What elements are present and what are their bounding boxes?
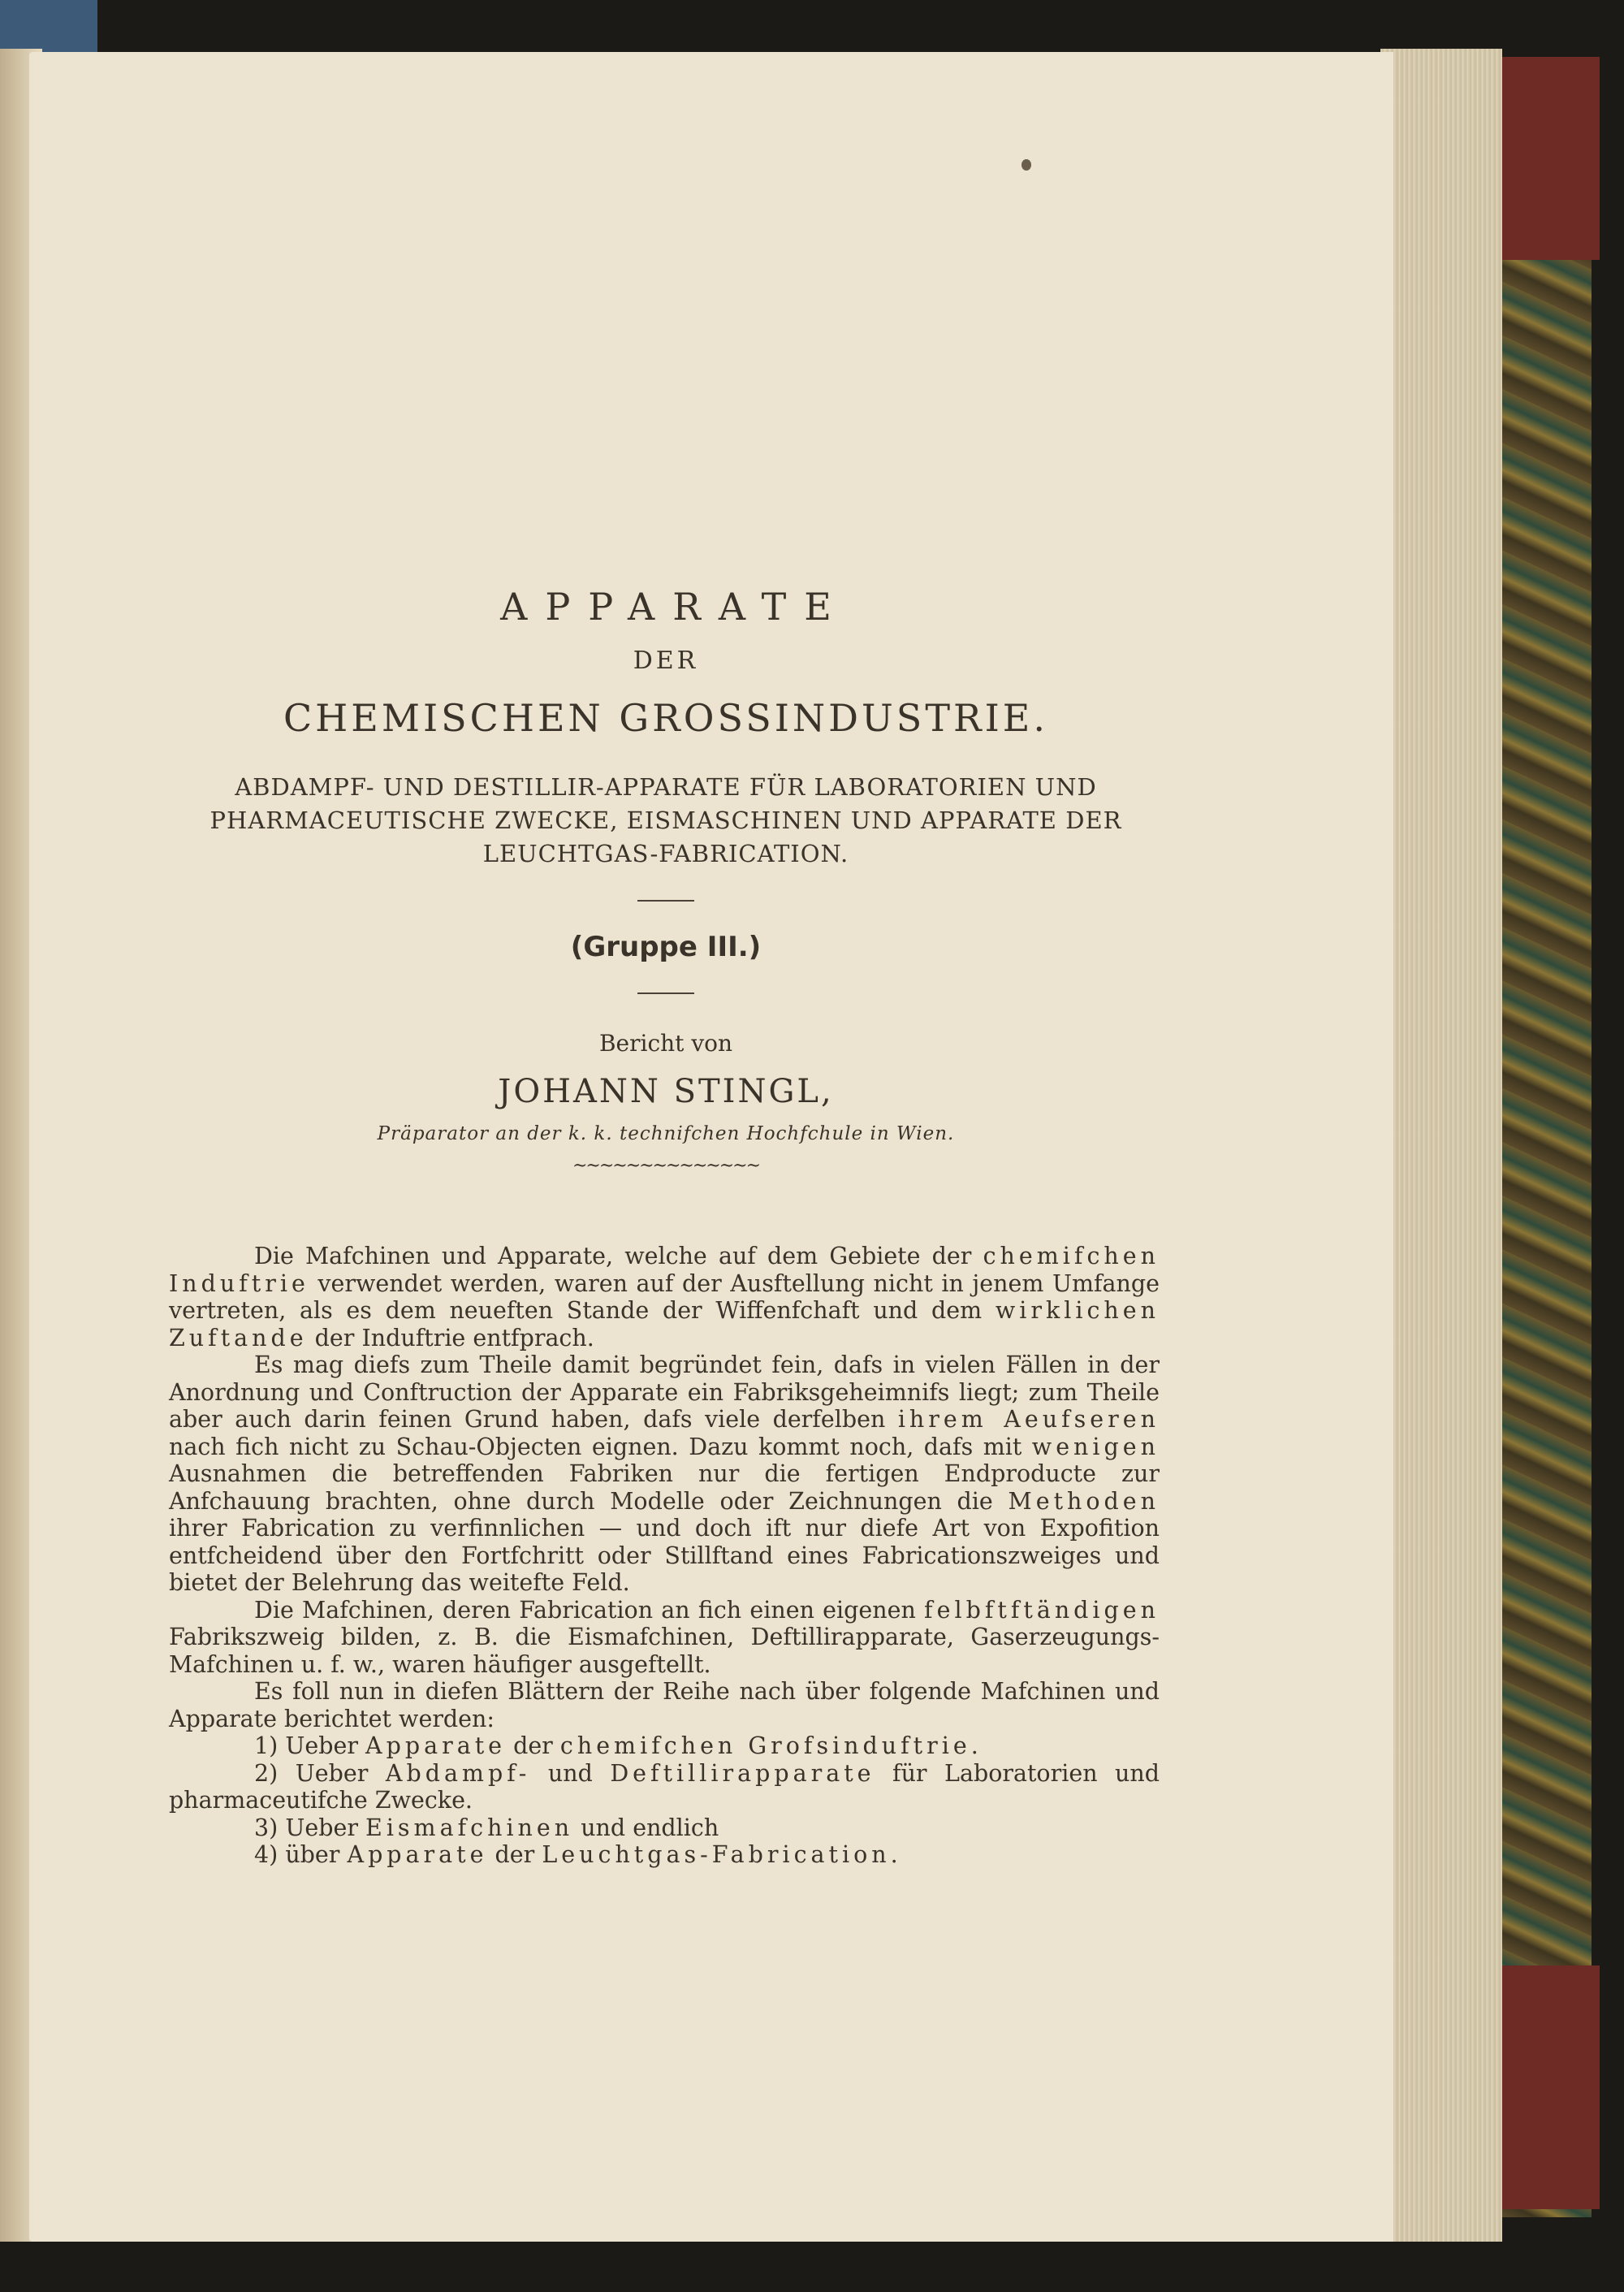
body-text <box>169 1243 1160 1869</box>
text-run: der <box>487 1841 542 1868</box>
text-run: . <box>890 1841 898 1868</box>
text-run: Es mag diefs zum Theile damit begründet fein, dafs in vielen Fällen in der Anordnung und Conftruction der Apparate ein Fabriksgeheimnifs liegt; zum Theile aber auch darin feinen Grund haben, dafs viele derfelben <box>169 1351 1160 1433</box>
spaced-text: Abdampf- <box>385 1759 531 1787</box>
text-run: für Laboratorien und pharmaceutifche Zwecke. <box>169 1759 1160 1814</box>
spaced-text: Leuchtgas-Fabrication <box>542 1841 891 1868</box>
list-item <box>169 1760 1160 1814</box>
spaced-text: ihrem Aeufseren <box>897 1406 1160 1433</box>
ornament-divider: ~~~~~~~~~~~~~~ <box>572 1156 760 1176</box>
text-run: Es foll nun in diefen Blättern der Reihe nach über folgende Mafchinen und Apparate berichtet werden: <box>169 1678 1160 1732</box>
paragraph <box>169 1243 1160 1351</box>
list-number: 4) <box>254 1841 279 1868</box>
subtitle-line: PHARMACEUTISCHE ZWECKE, EISMASCHINEN UND APPARATE DER <box>209 807 1122 834</box>
spaced-text: Deftillirapparate <box>610 1759 875 1787</box>
marbled-cover <box>1502 57 1592 2217</box>
divider <box>637 900 694 902</box>
spaced-text: Methoden <box>1008 1487 1160 1515</box>
author-name: JOHANN STINGL, <box>498 1073 834 1110</box>
spaced-text: chemifchen Grofsinduftrie <box>559 1732 971 1759</box>
text-run: Ueber <box>278 1759 386 1787</box>
text-run: . <box>970 1732 978 1759</box>
text-run: Die Mafchinen und Apparate, welche auf dem Gebiete der <box>254 1243 983 1269</box>
spaced-text: Apparate <box>365 1732 507 1759</box>
page-stack-edge <box>1380 49 1502 2242</box>
text-run: Fabrikszweig bilden, z. B. die Eismafchinen, Deftillirapparate, Gaserzeugungs-Mafchinen u. f. w., waren häufiger ausgeftellt. <box>169 1624 1160 1678</box>
bericht-von: Bericht von <box>598 1030 733 1057</box>
spaced-text: wenigen <box>1031 1433 1160 1460</box>
divider <box>637 992 694 994</box>
text-run: und endlich <box>573 1814 719 1841</box>
text-run: verwendet werden, waren auf der Ausftellung nicht in jenem Umfange vertreten, als es dem neueften Stande der Wiffenfchaft und dem <box>169 1269 1160 1324</box>
cover-leather-top <box>1486 57 1600 260</box>
text-run: ihrer Fabrication zu verfinnlichen — und doch ift nur diefe Art von Expofition entfcheidend über den Fortfchritt oder Stillftand eines Fabricationszweiges und bietet der Belehrung das weitefte Feld. <box>169 1515 1160 1596</box>
spaced-text: wirklichen Zuftande <box>169 1297 1160 1351</box>
cover-leather-bottom <box>1486 1965 1600 2209</box>
author-affiliation: Präparator an der k. k. technifchen Hochfchule in Wien. <box>377 1123 955 1144</box>
list-item <box>169 1732 1160 1760</box>
page-spot <box>1021 159 1031 171</box>
text-run: und <box>530 1759 611 1787</box>
spaced-text: felbftftändigen <box>924 1596 1160 1624</box>
text-run: nach fich nicht zu Schau-Objecten eignen. Dazu kommt noch, dafs mit <box>169 1433 1032 1460</box>
paragraph <box>169 1597 1160 1679</box>
text-run: über <box>278 1841 348 1868</box>
title-apparate: APPARATE <box>500 585 849 629</box>
text-run: der <box>506 1732 560 1759</box>
text-run: der Induftrie entfprach. <box>307 1324 594 1351</box>
spaced-text: Apparate <box>347 1841 488 1868</box>
text-run: Ausnahmen die betreffenden Fabriken nur die fertigen Endproducte zur Anfchauung brachten, ohne durch Modelle oder Zeichnungen die <box>169 1460 1160 1515</box>
list-number: 2) <box>254 1759 279 1787</box>
title-block <box>162 569 1169 1176</box>
title-chemischen: CHEMISCHEN GROSSINDUSTRIE. <box>283 696 1049 740</box>
gruppe-heading: (Gruppe III.) <box>570 931 762 963</box>
subtitle-line: LEUCHTGAS-FABRICATION. <box>482 840 849 867</box>
spaced-text: Eismafchinen <box>365 1814 574 1841</box>
title-der: DER <box>633 647 699 675</box>
list-item <box>169 1841 1160 1869</box>
spaced-text: chemifchen Induftrie <box>169 1243 1160 1297</box>
list-number: 3) <box>254 1814 279 1841</box>
subtitle <box>162 771 1169 871</box>
paragraph <box>169 1351 1160 1597</box>
list-number: 1) <box>254 1732 279 1759</box>
text-run: Ueber <box>278 1732 366 1759</box>
list-item <box>169 1814 1160 1842</box>
subtitle-line: ABDAMPF- UND DESTILLIR-APPARATE FÜR LABORATORIEN UND <box>235 773 1097 801</box>
text-run: Die Mafchinen, deren Fabrication an fich einen eigenen <box>254 1596 925 1624</box>
paragraph <box>169 1678 1160 1732</box>
text-run: Ueber <box>278 1814 366 1841</box>
